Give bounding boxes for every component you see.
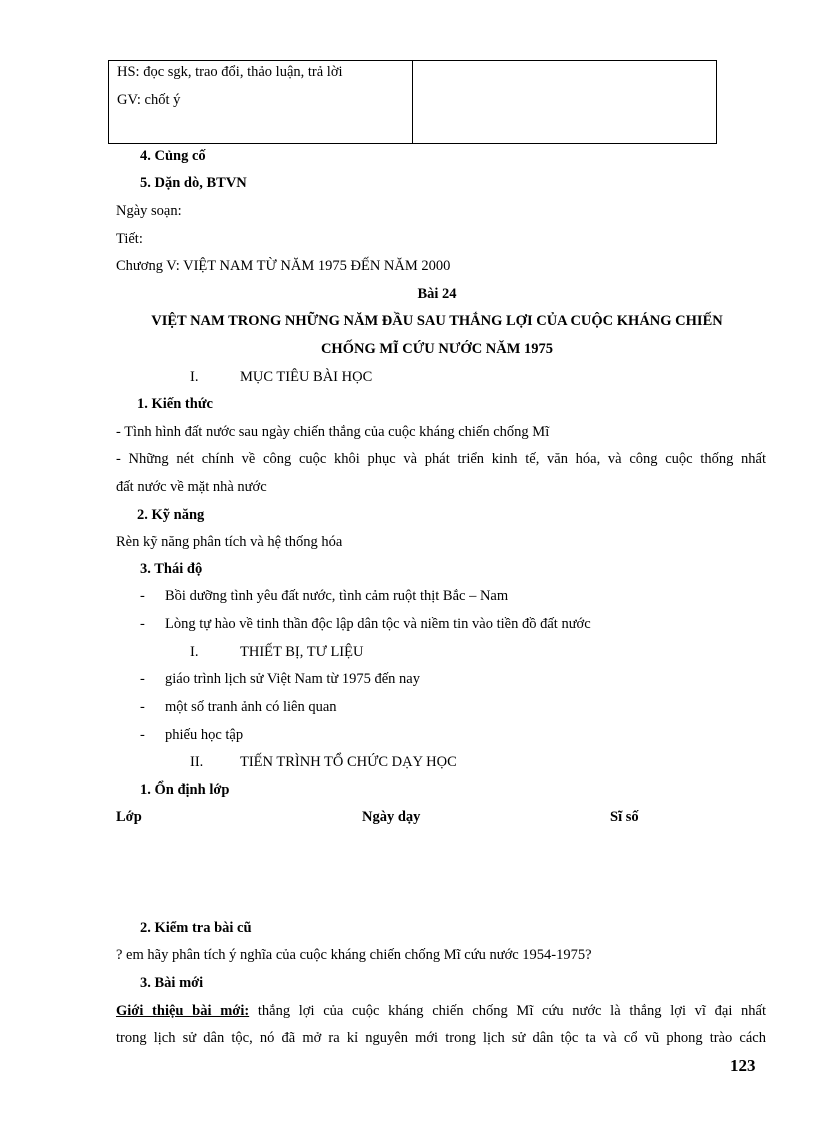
gioi-thieu-label: Giới thiệu bài mới: <box>116 1003 250 1019</box>
section-muc-tieu-num: I. <box>190 369 199 385</box>
tiet: Tiết: <box>116 231 143 247</box>
dash: - <box>140 727 145 743</box>
kien-thuc-item-2b: đất nước về mặt nhà nước <box>116 479 267 495</box>
lesson-title-line2: CHỐNG MĨ CỨU NƯỚC NĂM 1975 <box>320 341 554 357</box>
class-col-si-so: Sĩ số <box>610 809 639 825</box>
gioi-thieu-line2: trong lịch sử dân tộc, nó đã mở ra kỉ nguyên mới trong lịch sử dân tộc ta và cổ vũ phong trào cách <box>116 1030 766 1046</box>
section-tien-trinh-num: II. <box>190 754 204 770</box>
gioi-thieu-line1 <box>116 1002 766 1020</box>
thiet-bi-item-3: phiếu học tập <box>165 727 244 743</box>
heading-thai-do: 3. Thái độ <box>140 561 203 577</box>
heading-on-dinh: 1. Ổn định lớp <box>140 782 230 798</box>
thiet-bi-item-1: giáo trình lịch sử Việt Nam từ 1975 đến nay <box>165 671 420 687</box>
page-number: 123 <box>730 1056 756 1075</box>
dash: - <box>140 671 145 687</box>
kien-thuc-item-2a: - Những nét chính về công cuộc khôi phục và phát triển kinh tế, văn hóa, và công cuộc thống nhất <box>116 451 766 467</box>
lesson-title-line1: VIỆT NAM TRONG NHỮNG NĂM ĐẦU SAU THẮNG LỢI CỦA CUỘC KHÁNG CHIẾN <box>151 313 723 329</box>
gioi-thieu-text1: thắng lợi của cuộc kháng chiến chống Mĩ cứu nước là thắng lợi vĩ đại nhất <box>257 1003 767 1019</box>
table-divider <box>412 61 413 143</box>
heading-ky-nang: 2. Kỹ năng <box>137 507 205 523</box>
heading-kiem-tra: 2. Kiểm tra bài cũ <box>140 920 252 936</box>
section-tien-trinh-label: TIẾN TRÌNH TỔ CHỨC DẠY HỌC <box>240 754 457 770</box>
dash: - <box>140 588 145 604</box>
thai-do-item-1: Bồi dưỡng tình yêu đất nước, tình cảm ruột thịt Bắc – Nam <box>165 588 509 604</box>
class-col-ngay-day: Ngày dạy <box>362 809 421 825</box>
item-dan-do: 5. Dặn dò, BTVN <box>140 175 247 191</box>
table-left-line1: HS: đọc sgk, trao đổi, thảo luận, trả lời <box>117 64 343 80</box>
table-left-line2: GV: chốt ý <box>117 92 181 108</box>
chuong-heading: Chương V: VIỆT NAM TỪ NĂM 1975 ĐẾN NĂM 2000 <box>116 258 451 274</box>
section-thiet-bi-label: THIẾT BỊ, TƯ LIỆU <box>240 644 364 660</box>
ngay-soan: Ngày soạn: <box>116 203 182 219</box>
thiet-bi-item-2: một số tranh ảnh có liên quan <box>165 699 337 715</box>
section-muc-tieu-label: MỤC TIÊU BÀI HỌC <box>240 369 373 385</box>
dash: - <box>140 616 145 632</box>
kiem-tra-question: ? em hãy phân tích ý nghĩa của cuộc kháng chiến chống Mĩ cứu nước 1954-1975? <box>116 947 592 963</box>
heading-bai-moi: 3. Bài mới <box>140 975 204 991</box>
ky-nang-item-1: Rèn kỹ năng phân tích và hệ thống hóa <box>116 534 343 550</box>
class-col-lop: Lớp <box>116 809 142 825</box>
heading-kien-thuc: 1. Kiến thức <box>137 396 213 412</box>
activity-table <box>108 60 717 144</box>
section-thiet-bi-num: I. <box>190 644 199 660</box>
dash: - <box>140 699 145 715</box>
kien-thuc-item-1: - Tình hình đất nước sau ngày chiến thắng của cuộc kháng chiến chống Mĩ <box>116 424 550 440</box>
lesson-number: Bài 24 <box>417 286 457 302</box>
item-cung-co: 4. Củng cố <box>140 148 206 164</box>
thai-do-item-2: Lòng tự hào về tinh thần độc lập dân tộc và niềm tin vào tiền đồ đất nước <box>165 616 591 632</box>
